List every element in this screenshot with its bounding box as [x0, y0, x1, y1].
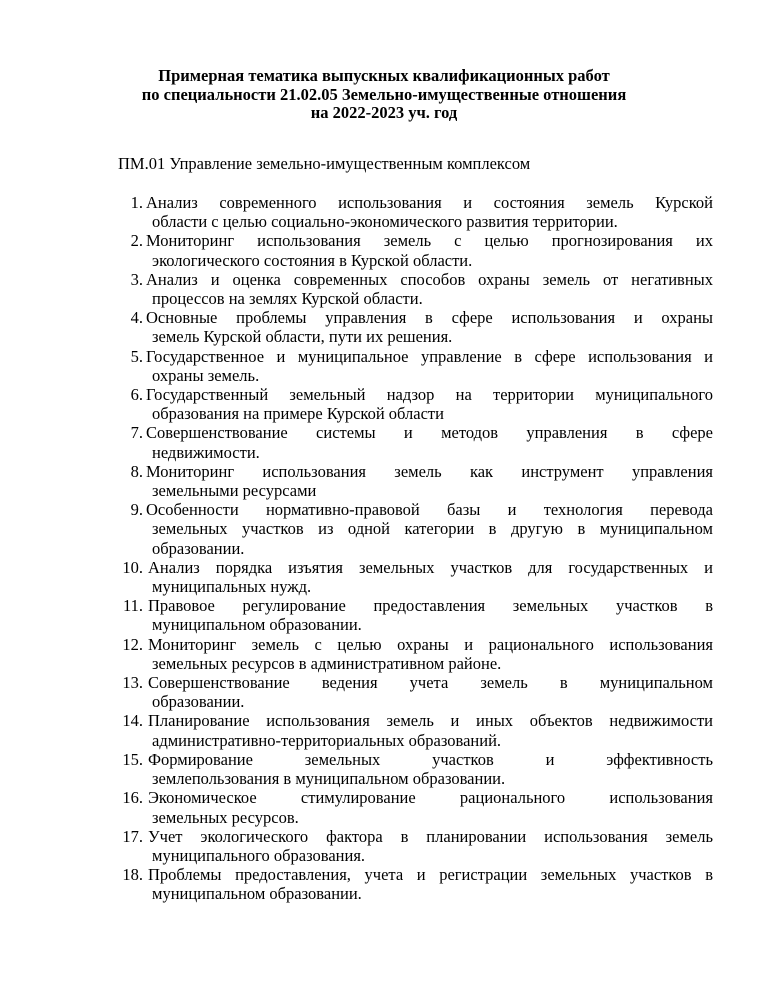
topic-continuation-line: земельных ресурсов в административном районе.	[152, 653, 502, 673]
topic-item	[0, 500, 768, 558]
topic-item	[0, 635, 768, 673]
topic-continuation-line: образовании.	[152, 692, 245, 712]
topic-number: 14.	[122, 711, 143, 731]
topic-number: 7.	[130, 423, 143, 443]
topic-number: 2.	[130, 231, 143, 251]
topic-number: 13.	[122, 673, 143, 693]
topic-first-line: Совершенствование ведения учета земель в муниципальном	[148, 673, 713, 693]
topic-continuation-line: образования на примере Курской области	[152, 404, 444, 424]
topic-continuation-line: образовании.	[152, 538, 245, 558]
topic-continuation-line: муниципального образования.	[152, 845, 366, 865]
topic-first-line: Мониторинг использования земель как инструмент управления	[146, 461, 713, 481]
topic-continuation-line: экологического состояния в Курской области.	[152, 250, 473, 270]
topic-continuation-line: процессов на землях Курской области.	[152, 289, 423, 309]
topic-item	[0, 423, 768, 461]
title-line-1: Примерная тематика выпускных квалификационных работ	[158, 66, 610, 85]
topic-continuation-line: муниципальных нужд.	[152, 577, 312, 597]
topic-first-line: Особенности нормативно-правовой базы и технология перевода	[146, 500, 713, 520]
topic-item	[0, 385, 768, 423]
topic-number: 10.	[122, 557, 143, 577]
document-title	[0, 67, 768, 123]
topic-number: 1.	[130, 193, 143, 212]
topic-item	[0, 865, 768, 903]
topic-continuation-line: земельных участков из одной категории в другую в муниципальном	[152, 519, 713, 539]
topic-first-line: Совершенствование системы и методов управления в сфере	[146, 423, 713, 443]
topic-item	[0, 788, 768, 826]
topic-continuation-line: земельными ресурсами	[152, 481, 317, 501]
topic-first-line: Анализ и оценка современных способов охраны земель от негативных	[146, 269, 713, 289]
topic-item	[0, 711, 768, 749]
topic-number: 9.	[130, 500, 143, 520]
topic-number: 4.	[130, 308, 143, 328]
topic-first-line: Правовое регулирование предоставления земельных участков в	[148, 596, 713, 616]
topic-continuation-line: области с целью социально-экономического развития территории.	[152, 212, 618, 232]
topic-continuation-line: недвижимости.	[152, 442, 260, 462]
topic-item	[0, 558, 768, 596]
topic-number: 8.	[130, 461, 143, 481]
topic-item	[0, 270, 768, 308]
topic-continuation-line: административно-территориальных образований.	[152, 730, 502, 750]
section-heading: ПМ.01 Управление земельно-имущественным комплексом	[118, 154, 531, 173]
topic-first-line: Учет экологического фактора в планировании использования земель	[148, 826, 713, 846]
topic-item	[0, 596, 768, 634]
topic-item	[0, 231, 768, 269]
topic-first-line: Формирование земельных участков и эффективность	[148, 749, 713, 769]
topic-first-line: Проблемы предоставления, учета и регистрации земельных участков в	[148, 865, 713, 885]
topic-item	[0, 308, 768, 346]
topic-first-line: Основные проблемы управления в сфере использования и охраны	[146, 308, 713, 328]
topic-first-line: Мониторинг земель с целью охраны и рационального использования	[148, 634, 713, 654]
topic-continuation-line: землепользования в муниципальном образовании.	[152, 769, 506, 789]
topic-item	[0, 827, 768, 865]
topic-first-line: Анализ порядка изъятия земельных участков для государственных и	[148, 557, 713, 577]
topic-continuation-line: муниципальном образовании.	[152, 884, 362, 904]
topic-first-line: Мониторинг использования земель с целью прогнозирования их	[146, 231, 713, 251]
topic-number: 15.	[122, 749, 143, 769]
topic-number: 5.	[130, 346, 143, 366]
topic-continuation-line: земель Курской области, пути их решения.	[152, 327, 453, 347]
topic-continuation-line: муниципальном образовании.	[152, 615, 362, 635]
topic-number: 11.	[122, 596, 143, 616]
topic-number: 17.	[122, 826, 143, 846]
topic-first-line: Анализ современного использования и состояния земель Курской	[146, 193, 713, 212]
topic-item	[0, 462, 768, 500]
topic-first-line: Планирование использования земель и иных объектов недвижимости	[148, 711, 713, 731]
topic-first-line: Государственный земельный надзор на территории муниципального	[146, 385, 713, 405]
topic-number: 6.	[130, 385, 143, 405]
topic-first-line: Государственное и муниципальное управление в сфере использования и	[146, 346, 713, 366]
topic-continuation-line: земельных ресурсов.	[152, 807, 299, 827]
title-line-2: по специальности 21.02.05 Земельно-имущественные отношения	[141, 84, 627, 104]
topic-number: 18.	[122, 865, 143, 885]
topic-item	[0, 193, 768, 231]
topic-list	[0, 193, 768, 904]
topic-number: 12.	[122, 634, 143, 654]
topic-continuation-line: охраны земель.	[152, 365, 260, 385]
topic-item	[0, 673, 768, 711]
title-line-3: на 2022-2023 уч. год	[310, 103, 458, 122]
topic-first-line: Экономическое стимулирование рационального использования	[148, 788, 713, 808]
topic-number: 3.	[130, 269, 143, 289]
topic-number: 16.	[122, 788, 143, 808]
topic-item	[0, 750, 768, 788]
topic-item	[0, 347, 768, 385]
